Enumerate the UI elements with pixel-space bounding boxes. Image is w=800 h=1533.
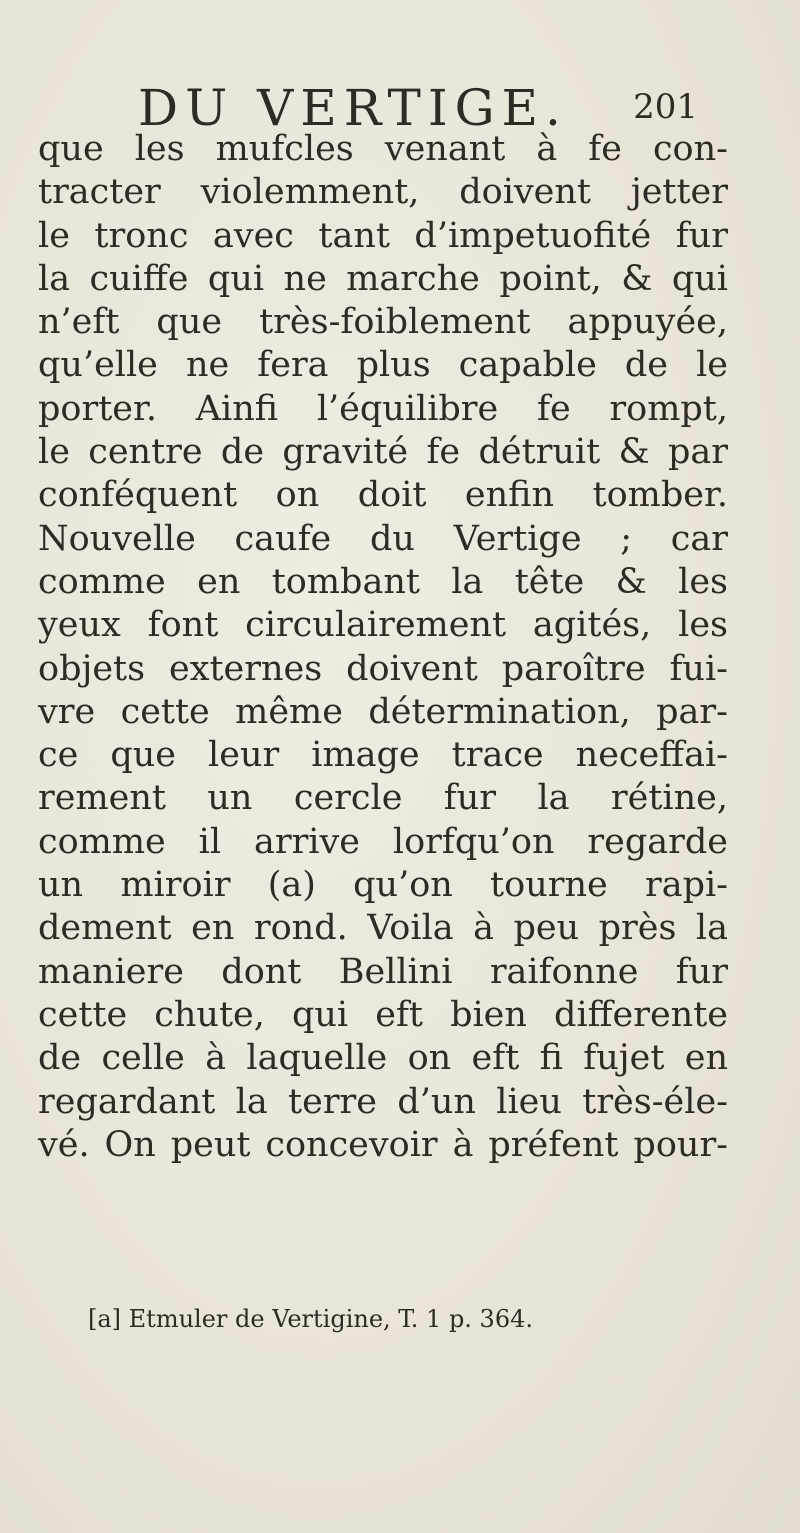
text-line: n’eft que très-foiblement appuyée,: [38, 302, 728, 343]
text-line: que les mufcles venant à fe con-: [38, 129, 728, 169]
footnote: [a] Etmuler de Vertigine, T. 1 p. 364.: [88, 1305, 533, 1333]
body-text: [38, 128, 728, 1167]
text-line: porter. Ainfi l’équilibre fe rompt,: [38, 388, 728, 429]
text-line: maniere dont Bellini raifonne fur: [38, 951, 728, 992]
text-line: vé. On peut concevoir à préfent pour-: [38, 1124, 728, 1165]
text-line: yeux font circulairement agités, les: [38, 605, 728, 646]
text-line: rement un cercle fur la rétine,: [38, 778, 728, 819]
text-line: comme en tombant la tête & les: [38, 561, 728, 602]
text-line: regardant la terre d’un lieu très-éle-: [38, 1081, 728, 1122]
text-line: le centre de gravité fe détruit & par: [38, 432, 728, 473]
text-line: un miroir (a) qu’on tourne rapi-: [38, 865, 728, 906]
text-line: comme il arrive lorfqu’on regarde: [38, 821, 728, 862]
text-line: ce que leur image trace neceffai-: [38, 735, 728, 776]
text-line: Nouvelle caufe du Vertige ; car: [38, 518, 728, 559]
page-number: 201: [633, 87, 698, 127]
text-line: la cuiffe qui ne marche point, & qui: [38, 258, 728, 299]
text-line: cette chute, qui eft bien differente: [38, 994, 728, 1035]
text-line: vre cette même détermination, par-: [38, 691, 728, 732]
text-line: objets externes doivent paroître fui-: [38, 648, 728, 689]
text-line: conféquent on doit enfin tomber.: [38, 475, 728, 516]
text-line: dement en rond. Voila à peu près la: [38, 908, 728, 949]
text-line: tracter violemment, doivent jetter: [38, 172, 728, 213]
text-line: de celle à laquelle on eft fi fujet en: [38, 1038, 728, 1079]
running-head: DU VERTIGE.: [138, 79, 568, 137]
text-line: le tronc avec tant d’impetuofité fur: [38, 215, 728, 256]
text-line: qu’elle ne fera plus capable de le: [38, 345, 728, 386]
